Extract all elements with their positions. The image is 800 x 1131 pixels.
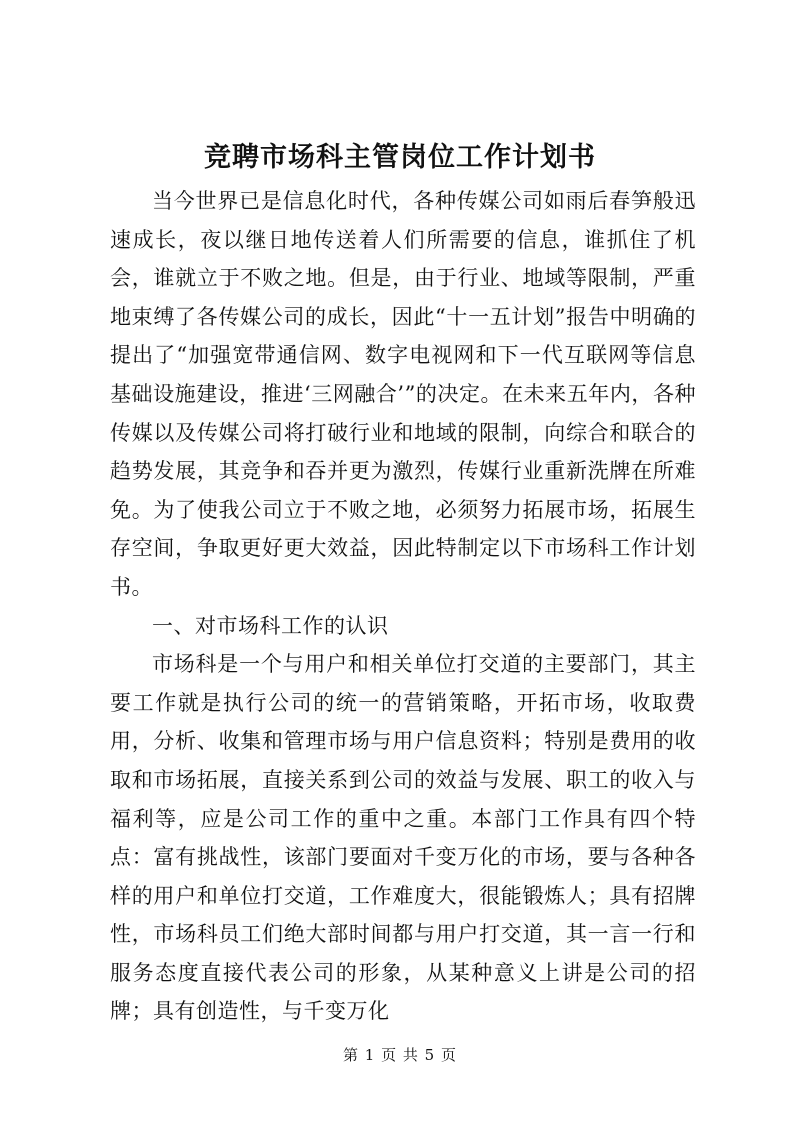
section-heading: 一、对市场科工作的认识: [152, 613, 389, 638]
document-title: 竞聘市场科主管岗位工作计划书: [204, 142, 596, 173]
intro-paragraph: 当今世界已是信息化时代，各种传媒公司如雨后春笋般迅速成长，夜以继日地传送着人们所需要的信息，谁抓住了机会，谁就立于不败之地。但是，由于行业、地域等限制，严重地束缚了各传媒公司的成长，因此“十一五计划”报告中明确的提出了“加强宽带通信网、数字电视网和下一代互联网等信息基础设施建设，推进‘三网融合’”的决定。在未来五年内，各种传媒以及传媒公司将打破行业和地域的限制，向综合和联合的趋势发展，其竞争和吞并更为激烈，传媒行业重新洗牌在所难免。为了使我公司立于不败之地，必须努力拓展市场，拓展生存空间，争取更好更大效益，因此特制定以下市场科工作计划书。: [110, 189, 696, 599]
section-paragraph: 市场科是一个与用户和相关单位打交道的主要部门，其主要工作就是执行公司的统一的营销策略，开拓市场，收取费用，分析、收集和管理市场与用户信息资料；特别是费用的收取和市场拓展，直接关系到公司的效益与发展、职工的收入与福利等，应是公司工作的重中之重。本部门工作具有四个特点：富有挑战性，该部门要面对千变万化的市场，要与各种各样的用户和单位打交道，工作难度大，很能锻炼人；具有招牌性，市场科员工们绝大部时间都与用户打交道，其一言一行和服务态度直接代表公司的形象，从某种意义上讲是公司的招牌；具有创造性，与千变万化: [110, 652, 696, 1024]
page-footer: 第 1 页 共 5 页: [343, 1046, 457, 1064]
document-body: [110, 182, 696, 1031]
